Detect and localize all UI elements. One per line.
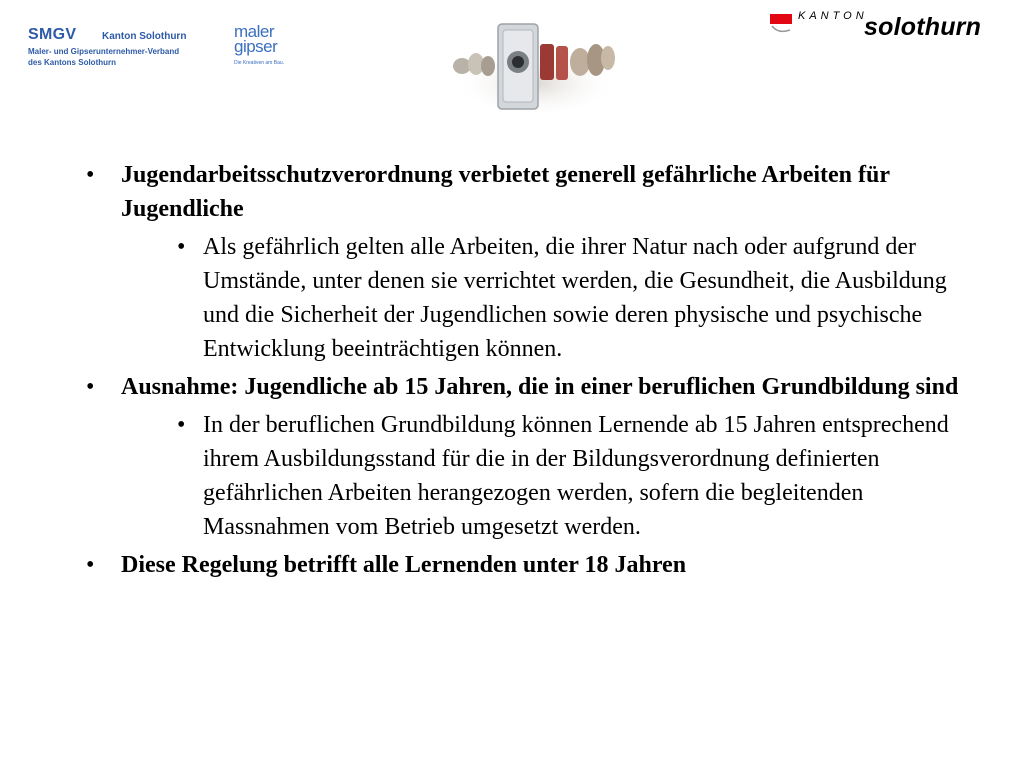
kanton-solothurn-logo xyxy=(770,10,1015,42)
bullet-item xyxy=(86,548,986,582)
smgv-logo xyxy=(28,26,203,76)
bullet-marker: • xyxy=(86,162,95,188)
bullet-text: Jugendarbeitsschutzverordnung verbietet generell gefährliche Arbeiten für Jugendliche xyxy=(121,162,890,222)
gipser-word: gipser xyxy=(234,37,278,56)
tool-photo xyxy=(448,14,618,114)
smgv-title: SMGV xyxy=(28,26,77,43)
smgv-subtitle-line1: Maler- und Gipserunternehmer-Verband xyxy=(28,47,180,56)
bullet-marker: • xyxy=(86,552,95,578)
sub-bullet-text: Als gefährlich gelten alle Arbeiten, die ihrer Natur nach oder aufgrund der Umstände, unter denen sie verrichtet werden, die Gesundheit, die Ausbildung und die Sicherheit der Jugendlichen sowie deren physische und psychische Entwicklung beeinträchtigen können. xyxy=(203,234,947,362)
bullet-item xyxy=(86,370,986,404)
bullet-marker: • xyxy=(86,374,95,400)
solothurn-label: solothurn xyxy=(864,13,982,41)
tool-photo-image xyxy=(448,14,618,114)
bullet-text: Diese Regelung betrifft alle Lernenden unter 18 Jahren xyxy=(121,552,687,578)
slide-content xyxy=(86,158,986,582)
kanton-flag-icon xyxy=(770,12,794,36)
smgv-subtitle xyxy=(28,46,203,68)
sub-bullet-item xyxy=(86,230,986,366)
sub-bullet-item xyxy=(86,408,986,544)
maler-tagline: Die Kreativen am Bau. xyxy=(234,60,285,66)
smgv-subtitle-line2: des Kantons Solothurn xyxy=(28,58,116,67)
maler-word: maler xyxy=(234,22,275,41)
kanton-label: KANTON xyxy=(798,10,868,22)
sub-bullet-text: In der beruflichen Grundbildung können Lernende ab 15 Jahren entsprechend ihrem Ausbildungsstand für die in der Bildungsverordnung definierten gefährlichen Arbeiten herangezogen werden, sofern die begleitenden Massnahmen vom Betrieb umgesetzt werden. xyxy=(203,412,949,540)
bullet-text: Ausnahme: Jugendliche ab 15 Jahren, die in einer beruflichen Grundbildung sind xyxy=(121,374,959,400)
smgv-canton: Kanton Solothurn xyxy=(102,31,187,42)
bullet-marker: • xyxy=(177,234,186,260)
maler-gipser-logo xyxy=(234,24,314,74)
bullet-item xyxy=(86,158,986,226)
bullet-marker: • xyxy=(177,412,186,438)
